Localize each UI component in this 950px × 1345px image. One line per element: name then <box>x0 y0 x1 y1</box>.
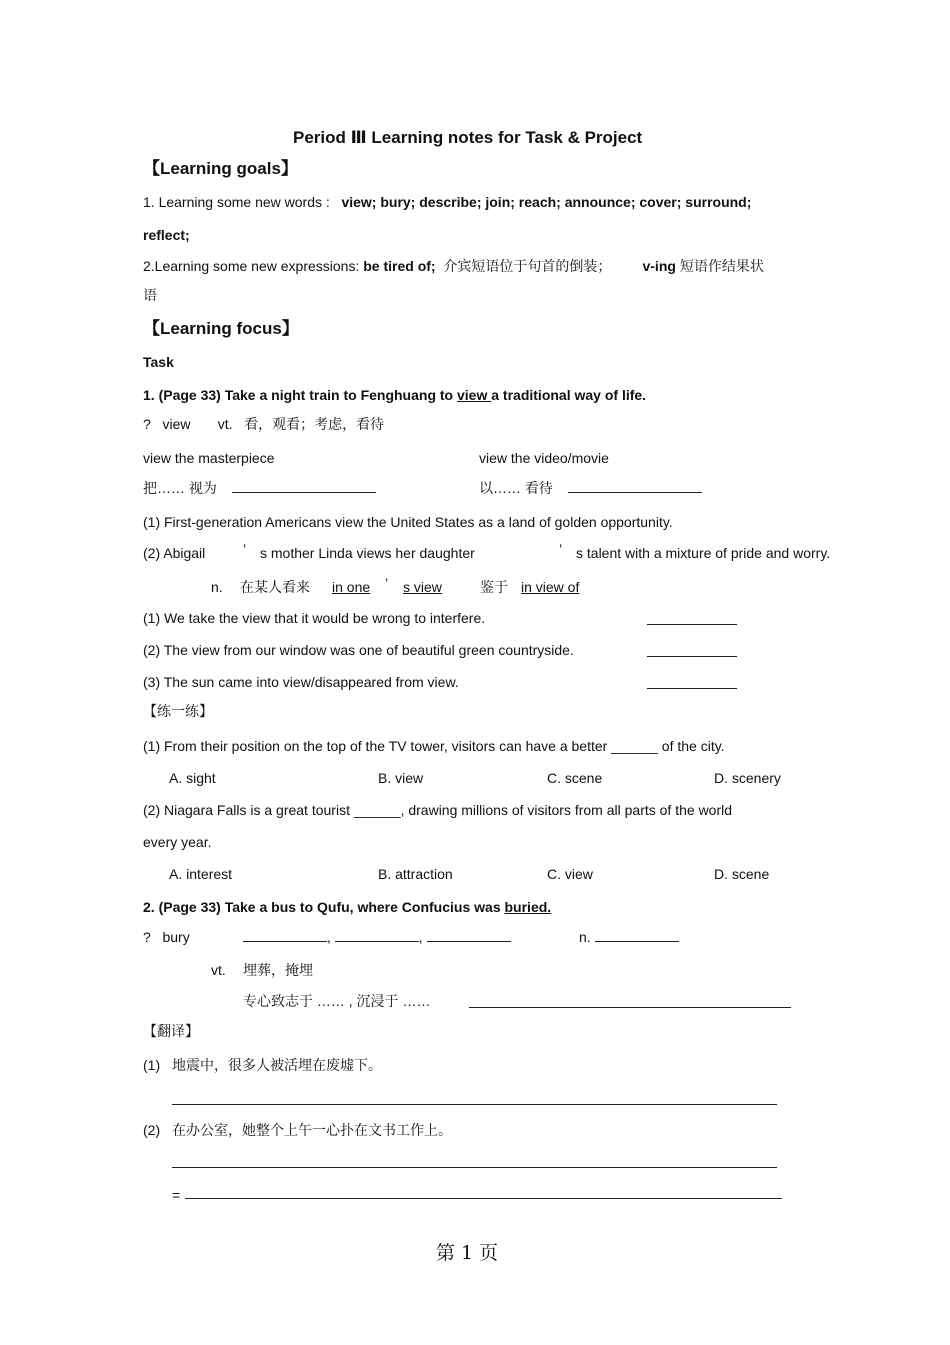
question-1-keyword: view <box>457 387 492 403</box>
goal-item-2-continued: 语 <box>143 287 157 303</box>
practice-2-option-d[interactable]: D. scene <box>714 866 770 882</box>
noun-phrase-1-apostrophe: ’ <box>385 575 389 591</box>
example-2-part-2: s mother Linda views her daughter <box>260 545 475 561</box>
question-1-heading <box>143 387 646 404</box>
bury-vt: vt. <box>211 962 226 978</box>
learning-goals-heading: 【Learning goals】 <box>143 159 298 178</box>
definition-word: bury <box>162 929 190 945</box>
noun-phrase-1a: in one <box>332 579 371 595</box>
page-title: Period Ⅲ Learning notes for Task & Project <box>293 128 643 147</box>
question-mark: ? <box>143 929 151 945</box>
example-2-apostrophe-2: ’ <box>559 541 563 557</box>
practice-1-option-a[interactable]: A. sight <box>169 770 216 786</box>
question-2-heading-text: 2. (Page 33) Take a bus to Qufu, where Confucius was <box>143 899 505 915</box>
view-definition <box>143 416 384 433</box>
page-number: 第 1 页 <box>436 1242 499 1264</box>
goal-item-1-label: 1. Learning some new words : <box>143 194 330 210</box>
noun-chinese-2: 鉴于 <box>480 579 508 595</box>
goal-item-1-words: view; bury; describe; join; reach; announce; cover; surround; <box>341 194 752 210</box>
practice-1-option-d[interactable]: D. scenery <box>714 770 781 786</box>
practice-2-option-a[interactable]: A. interest <box>169 866 233 882</box>
question-1-heading-text: 1. (Page 33) Take a night train to Fenghuang to <box>143 387 457 403</box>
question-1-heading-end: a traditional way of life. <box>491 387 647 403</box>
goal-item-1-continued: reflect; <box>143 227 190 243</box>
sentence-1: (1) We take the view that it would be wrong to interfere. <box>143 610 486 626</box>
practice-heading: 【练一练】 <box>143 703 213 719</box>
bury-form-blank-1[interactable] <box>243 929 327 942</box>
question-2-keyword: buried. <box>504 899 552 915</box>
translate-2-answer-line[interactable] <box>172 1167 777 1168</box>
bury-phrase-blank[interactable] <box>469 1007 791 1008</box>
bury-form-blank-2[interactable] <box>335 929 419 942</box>
goal-item-2-chinese-2: 短语作结果状 <box>679 258 764 274</box>
noun-phrase-2: in view of <box>521 579 580 595</box>
bury-phrase-chinese: 专心致志于 …… , 沉浸于 …… <box>243 993 431 1009</box>
goal-item-1 <box>143 194 751 211</box>
practice-2-option-c[interactable]: C. view <box>547 866 593 882</box>
example-2-part-1: (2) Abigail <box>143 545 206 561</box>
comma: , <box>418 929 423 945</box>
goal-item-2-expression: be tired of; <box>363 258 436 274</box>
definition-word: view <box>162 416 191 432</box>
translate-2-text: 在办公室，她整个上午一心扑在文书工作上。 <box>172 1122 452 1138</box>
bury-definition <box>143 929 190 946</box>
sentence-2: (2) The view from our window was one of beautiful green countryside. <box>143 642 574 658</box>
phrase-view-video: view the video/movie <box>479 450 609 466</box>
translate-2-alt-answer-line[interactable] <box>185 1198 782 1199</box>
practice-2-option-b[interactable]: B. attraction <box>378 866 453 882</box>
bury-vt-chinese: 埋葬，掩埋 <box>243 962 313 978</box>
practice-question-2-continued: every year. <box>143 834 212 850</box>
bury-noun <box>579 929 679 946</box>
noun-phrase-1c: s view <box>403 579 442 595</box>
phrase-regard-as <box>143 480 376 497</box>
comma: , <box>327 929 331 945</box>
translate-1-answer-line[interactable] <box>172 1104 777 1105</box>
question-mark: ? <box>143 416 151 432</box>
goal-item-2 <box>143 258 764 275</box>
part-of-speech: vt. <box>217 416 233 432</box>
practice-question-1: (1) From their position on the top of the TV tower, visitors can have a better ______ of the city. <box>143 738 725 754</box>
practice-1-option-b[interactable]: B. view <box>378 770 424 786</box>
phrase-look-upon-text: 以…… 看待 <box>479 480 553 496</box>
sentence-3: (3) The sun came into view/disappeared from view. <box>143 674 459 690</box>
noun-pos: n. <box>211 579 223 595</box>
equals-sign: = <box>172 1187 181 1203</box>
learning-focus-heading: 【Learning focus】 <box>143 319 299 338</box>
bury-form-blank-3[interactable] <box>427 929 511 942</box>
sentence-2-blank[interactable] <box>647 656 737 657</box>
phrase-look-upon <box>479 480 702 497</box>
practice-1-option-c[interactable]: C. scene <box>547 770 603 786</box>
question-2-heading <box>143 899 551 916</box>
noun-chinese-1: 在某人看来 <box>240 579 310 595</box>
task-label: Task <box>143 354 174 370</box>
translate-2-number: (2) <box>143 1122 161 1138</box>
example-2-apostrophe-1: ’ <box>243 541 247 557</box>
phrase-regard-as-text: 把…… 视为 <box>143 480 217 496</box>
definition-chinese: 看，观看；考虑，看待 <box>244 416 385 432</box>
translate-heading: 【翻译】 <box>143 1023 199 1039</box>
translate-1-text: 地震中，很多人被活埋在废墟下。 <box>172 1057 382 1073</box>
noun-label: n. <box>579 929 591 945</box>
sentence-3-blank[interactable] <box>647 688 737 689</box>
phrase-view-masterpiece: view the masterpiece <box>143 450 275 466</box>
practice-question-2: (2) Niagara Falls is a great tourist ______, drawing millions of visitors from all parts of the world <box>143 802 733 818</box>
phrase-look-upon-blank[interactable] <box>568 480 702 493</box>
example-1: (1) First-generation Americans view the United States as a land of golden opportunity. <box>143 514 673 530</box>
goal-item-2-chinese-1: 介宾短语位于句首的倒装； <box>443 258 612 274</box>
bury-noun-blank[interactable] <box>595 929 679 942</box>
phrase-regard-as-blank[interactable] <box>232 480 376 493</box>
bury-forms-blanks <box>243 929 511 946</box>
example-2-part-3: s talent with a mixture of pride and worry. <box>576 545 831 561</box>
goal-item-2-ving: v-ing <box>642 258 676 274</box>
sentence-1-blank[interactable] <box>647 624 737 625</box>
translate-1-number: (1) <box>143 1057 161 1073</box>
goal-item-2-label: 2.Learning some new expressions: <box>143 258 360 274</box>
